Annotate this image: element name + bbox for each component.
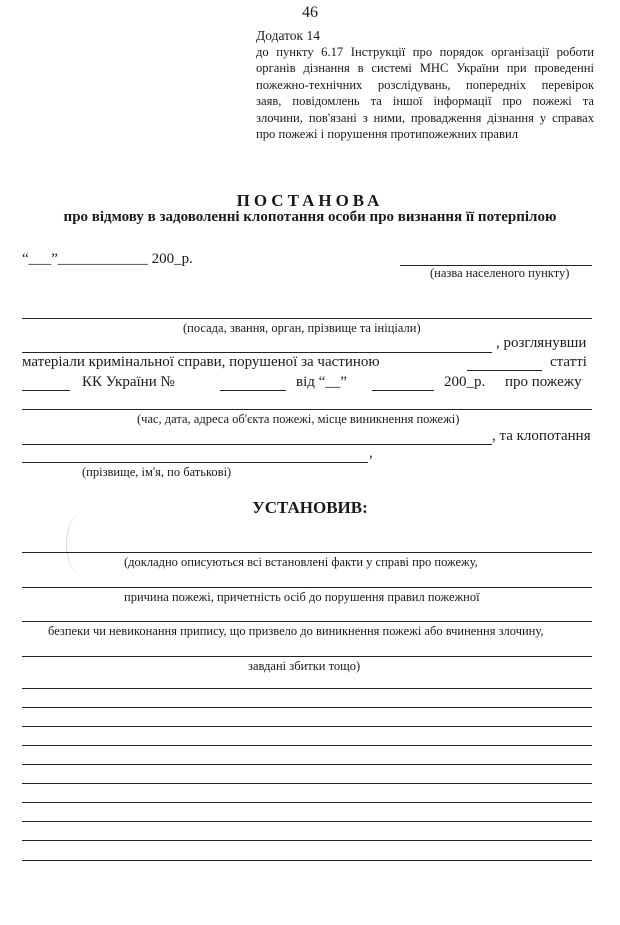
appendix-reference-line: до пункту 6.17 Інструкції про порядок організації роботи: [256, 45, 594, 59]
year-text: 200_р.: [444, 374, 486, 390]
document-title: ПОСТАНОВА: [236, 191, 384, 210]
appendix-block: [256, 28, 594, 142]
blank-writing-line[interactable]: [22, 840, 592, 841]
fire-details-input-line[interactable]: [22, 409, 592, 410]
appendix-reference-line: злочини, пов'язані з ними, провадження дізнання у справах: [256, 110, 594, 125]
petition-input-line[interactable]: [22, 444, 492, 445]
settlement-caption: (назва населеного пункту): [430, 266, 570, 280]
blank-writing-line[interactable]: [22, 764, 592, 765]
about-fire-text: про пожежу: [505, 374, 582, 390]
appendix-reference-line: органів дізнання в системі МНС України при проведенні: [256, 61, 594, 76]
article-text: статті: [550, 354, 587, 370]
blank-writing-line[interactable]: [22, 802, 592, 803]
facts-input-line[interactable]: [22, 587, 592, 588]
blank-writing-line[interactable]: [22, 860, 592, 861]
from-month-input-line[interactable]: [372, 390, 434, 391]
materials-text: матеріали кримінальної справи, порушеної за частиною: [22, 354, 380, 370]
appendix-reference-line: про пожежі і порушення протипожежних правил: [256, 127, 518, 142]
facts-caption: причина пожежі, причетність осіб до порушення правил пожежної: [124, 590, 480, 604]
name-input-line[interactable]: [22, 462, 368, 463]
blank-writing-line[interactable]: [22, 821, 592, 822]
facts-caption: завдані збитки тощо): [248, 659, 361, 673]
part-input-line[interactable]: [467, 370, 542, 371]
page-number: 46: [302, 4, 318, 21]
number-input-line[interactable]: [220, 390, 286, 391]
appendix-reference: [256, 44, 594, 142]
reviewer-input-line[interactable]: [22, 352, 492, 353]
blank-writing-line[interactable]: [22, 726, 592, 727]
position-caption: (посада, звання, орган, прізвище та ініціали): [183, 321, 421, 335]
facts-caption: безпеки чи невиконання припису, що призвело до виникнення пожежі або вчинення злочину,: [48, 624, 544, 638]
blank-writing-line[interactable]: [22, 783, 592, 784]
time-caption: (час, дата, адреса об'єкта пожежі, місце виникнення пожежі): [137, 412, 460, 426]
comma-text: ,: [369, 445, 373, 461]
facts-input-line[interactable]: [22, 656, 592, 657]
scan-mark: [66, 514, 97, 574]
facts-caption: (докладно описуються всі встановлені факти у справі про пожежу,: [124, 555, 478, 569]
code-text: КК України №: [82, 374, 175, 390]
blank-writing-line[interactable]: [22, 707, 592, 708]
having-reviewed-text: , розглянувши: [496, 335, 587, 351]
appendix-reference-line: заяв, повідомлень та іншої інформації про пожежі та: [256, 94, 594, 109]
blank-writing-line[interactable]: [22, 745, 592, 746]
article-input-line[interactable]: [22, 390, 70, 391]
blank-writing-line[interactable]: [22, 688, 592, 689]
position-input-line[interactable]: [22, 318, 592, 319]
appendix-reference-line: пожежно-технічних розслідувань, попередніх перевірок: [256, 77, 594, 92]
established-heading: УСТАНОВИВ:: [252, 498, 368, 517]
facts-input-line[interactable]: [22, 552, 592, 553]
petition-text: , та клопотання: [492, 428, 591, 444]
document-subtitle: про відмову в задоволенні клопотання особи про визнання її потерпілою: [63, 209, 557, 225]
facts-input-line[interactable]: [22, 621, 592, 622]
date-field[interactable]: “___”____________ 200_р.: [22, 251, 193, 267]
from-date-text: від “__”: [296, 374, 347, 390]
appendix-label: Додаток 14: [256, 28, 320, 43]
name-caption: (прізвище, ім'я, по батькові): [82, 465, 232, 479]
